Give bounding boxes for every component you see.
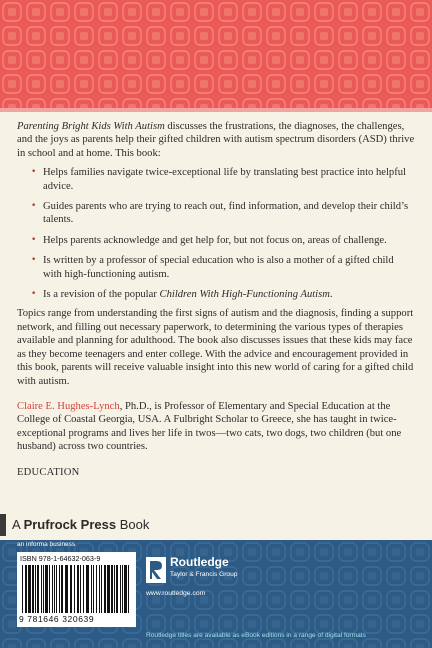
barcode-bar	[59, 565, 60, 613]
barcode-bar	[65, 565, 68, 613]
imprint-prefix: A	[12, 517, 24, 532]
barcode-bar	[41, 565, 42, 613]
intro-paragraph	[17, 120, 415, 160]
barcode-bar	[77, 565, 79, 613]
barcode	[20, 565, 133, 613]
publisher-name: Prufrock Press	[23, 517, 117, 532]
barcode-bar	[49, 565, 50, 613]
barcode-bar	[43, 565, 44, 613]
barcode-bar	[128, 565, 129, 613]
barcode-bar	[120, 565, 121, 613]
barcode-bar	[111, 565, 113, 613]
barcode-bar	[70, 565, 72, 613]
list-item-text: Is a revision of the popular	[43, 289, 160, 301]
barcode-bar	[22, 565, 23, 613]
barcode-number: 9 781646 320639	[19, 614, 95, 624]
author-bio	[17, 400, 415, 454]
band-pattern	[0, 0, 432, 112]
top-decorative-band	[0, 0, 432, 112]
barcode-bar	[122, 565, 123, 613]
barcode-bar	[61, 565, 63, 613]
intro-text: discusses the frustrations, the diagnoses, the challenges, and the joys as parents help their gifted children with autism spectrum disorders (ASD) thrive in school and at home. This book:	[17, 121, 415, 159]
isbn: ISBN 978-1-64632-063-9	[20, 554, 101, 563]
topics-paragraph: Topics range from understanding the first signs of autism and the diagnosis, finding a support network, and filling out necessary paperwork, to determining the various types of therapies available and planning for adulthood. The book also discusses issues that these kids may face as they become teenagers and enter college. With the advice and encouragement provided in this book, parents will receive valuable insight into this new world of caring for a gifted child with autism.	[17, 308, 414, 387]
barcode-bar	[74, 565, 75, 613]
imprint-suffix: Book	[116, 517, 150, 532]
list-item: · Is written by a professor of special education who is also a mother of a gifted child with high-functioning autism.	[35, 254, 415, 281]
barcode-bar	[114, 565, 115, 613]
barcode-bar	[35, 565, 36, 613]
barcode-bar	[28, 565, 31, 613]
barcode-bar	[91, 565, 92, 613]
routledge-url: www.routledge.com	[146, 590, 206, 597]
list-item-period: .	[329, 289, 333, 301]
barcode-bar	[107, 565, 110, 613]
band-bottom-stripe	[0, 108, 432, 112]
list-item: · Helps families navigate twice-exceptional life by translating best practice into helpful advice.	[35, 166, 415, 193]
author-bio-text: , Ph.D., is Professor of Elementary and Special Education at the College of Coastal Georgia, USA. A Fulbright Scholar to Greece, she has taught in twice-exceptional programs and lives her life in twos—two cats, two dogs, two children (but one husband) across two countries.	[17, 400, 402, 453]
author-name: Claire E. Hughes-Lynch	[17, 400, 120, 412]
description-block	[17, 120, 415, 479]
barcode-bar	[93, 565, 94, 613]
barcode-bar	[124, 565, 127, 613]
barcode-bar	[37, 565, 39, 613]
category-label: EDUCATION	[17, 466, 80, 478]
list-item: · Helps parents acknowledge and get help for, but not focus on, areas of challenge.	[35, 234, 415, 247]
barcode-bar	[104, 565, 106, 613]
list-item: · Guides parents who are trying to reach out, find information, and develop their child’s talents.	[35, 200, 415, 227]
feature-list	[17, 166, 415, 301]
barcode-bar	[99, 565, 100, 613]
barcode-bar	[96, 565, 97, 613]
routledge-logo-icon	[146, 557, 166, 583]
barcode-bar	[101, 565, 102, 613]
barcode-bar	[54, 565, 55, 613]
barcode-bar	[45, 565, 48, 613]
routledge-group: Taylor & Francis Group	[170, 571, 238, 578]
list-item	[35, 288, 415, 301]
ebook-note: Routledge titles are available as eBook editions in a range of digital formats	[146, 632, 366, 639]
barcode-bar	[83, 565, 84, 613]
barcode-block	[17, 552, 136, 627]
barcode-bar	[25, 565, 27, 613]
routledge-name: Routledge	[170, 555, 229, 569]
barcode-bar	[116, 565, 118, 613]
barcode-bar	[52, 565, 53, 613]
previous-title: Children With High-Functioning Autism	[159, 289, 330, 301]
publisher-imprint	[0, 514, 432, 536]
informa-tagline: an informa business	[17, 541, 76, 548]
barcode-bar	[56, 565, 57, 613]
barcode-bar	[80, 565, 81, 613]
barcode-bar	[32, 565, 34, 613]
imprint-text	[12, 517, 149, 532]
book-title: Parenting Bright Kids With Autism	[17, 121, 165, 132]
barcode-bar	[86, 565, 89, 613]
imprint-bar	[0, 514, 6, 536]
